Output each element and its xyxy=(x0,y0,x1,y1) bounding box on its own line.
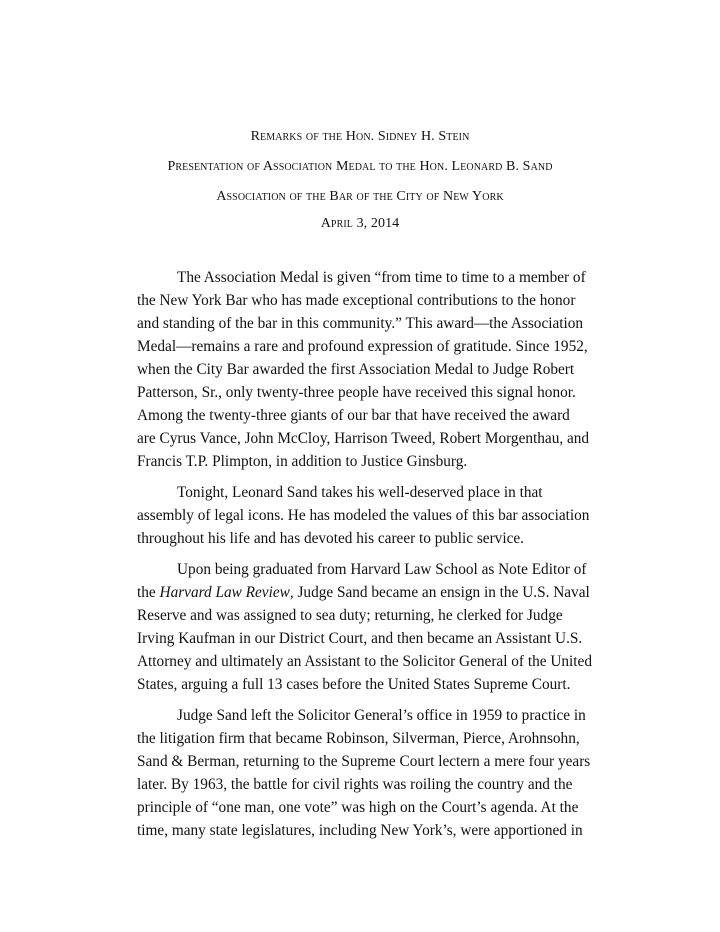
text-line: time, many state legislatures, including New York’s, were apportioned in xyxy=(137,822,583,839)
text-line: The Association Medal is given “from time to time to a member of xyxy=(177,269,586,286)
text-fragment: , Judge Sand became an ensign in the U.S. Naval xyxy=(289,584,590,601)
text-line: later. By 1963, the battle for civil rights was roiling the country and the xyxy=(137,776,573,793)
text-line-with-italic xyxy=(137,581,590,604)
text-line: Reserve and was assigned to sea duty; returning, he clerked for Judge xyxy=(137,607,563,624)
text-line: Irving Kaufman in our District Court, and then became an Assistant U.S. xyxy=(137,630,583,647)
text-line: when the City Bar awarded the first Association Medal to Judge Robert xyxy=(137,361,575,378)
text-line: throughout his life and has devoted his career to public service. xyxy=(137,530,524,547)
body-text xyxy=(137,266,592,850)
text-line: the New York Bar who has made exceptional contributions to the honor xyxy=(137,292,576,309)
presentation-subtitle: Presentation of Association Medal to the Hon. Leonard B. Sand xyxy=(167,159,553,174)
paragraph-4 xyxy=(137,704,591,842)
text-line: Patterson, Sr., only twenty-three people have received this signal honor. xyxy=(137,384,576,401)
text-fragment: the xyxy=(137,584,156,601)
text-line: Sand & Berman, returning to the Supreme Court lectern a mere four years xyxy=(137,753,591,770)
association-name: Association of the Bar of the City of New York xyxy=(216,189,504,204)
text-line: are Cyrus Vance, John McCloy, Harrison Tweed, Robert Morgenthau, and xyxy=(137,430,590,447)
text-line: Tonight, Leonard Sand takes his well-deserved place in that xyxy=(177,484,543,501)
text-line: Francis T.P. Plimpton, in addition to Justice Ginsburg. xyxy=(137,453,468,470)
text-line: the litigation firm that became Robinson, Silverman, Pierce, Arohnsohn, xyxy=(137,730,580,747)
text-line: and standing of the bar in this community.” This award—the Association xyxy=(137,315,584,332)
text-line: principle of “one man, one vote” was high on the Court’s agenda. At the xyxy=(137,799,579,816)
text-line: assembly of legal icons. He has modeled the values of this bar association xyxy=(137,507,590,524)
paragraph-3 xyxy=(137,558,592,696)
remarks-title: Remarks of the Hon. Sidney H. Stein xyxy=(250,129,470,144)
text-line: Medal—remains a rare and profound expression of gratitude. Since 1952, xyxy=(137,338,588,355)
text-line: Upon being graduated from Harvard Law School as Note Editor of xyxy=(177,561,587,578)
text-line: Among the twenty-three giants of our bar that have received the award xyxy=(137,407,570,424)
paragraph-1 xyxy=(137,266,590,473)
law-review-title: Harvard Law Review xyxy=(159,584,290,601)
text-line: Attorney and ultimately an Assistant to the Solicitor General of the United xyxy=(137,653,592,670)
text-line: States, arguing a full 13 cases before the United States Supreme Court. xyxy=(137,676,571,693)
text-line: Judge Sand left the Solicitor General’s office in 1959 to practice in xyxy=(177,707,586,724)
remarks-date: April 3, 2014 xyxy=(320,216,400,231)
paragraph-2 xyxy=(137,481,590,550)
